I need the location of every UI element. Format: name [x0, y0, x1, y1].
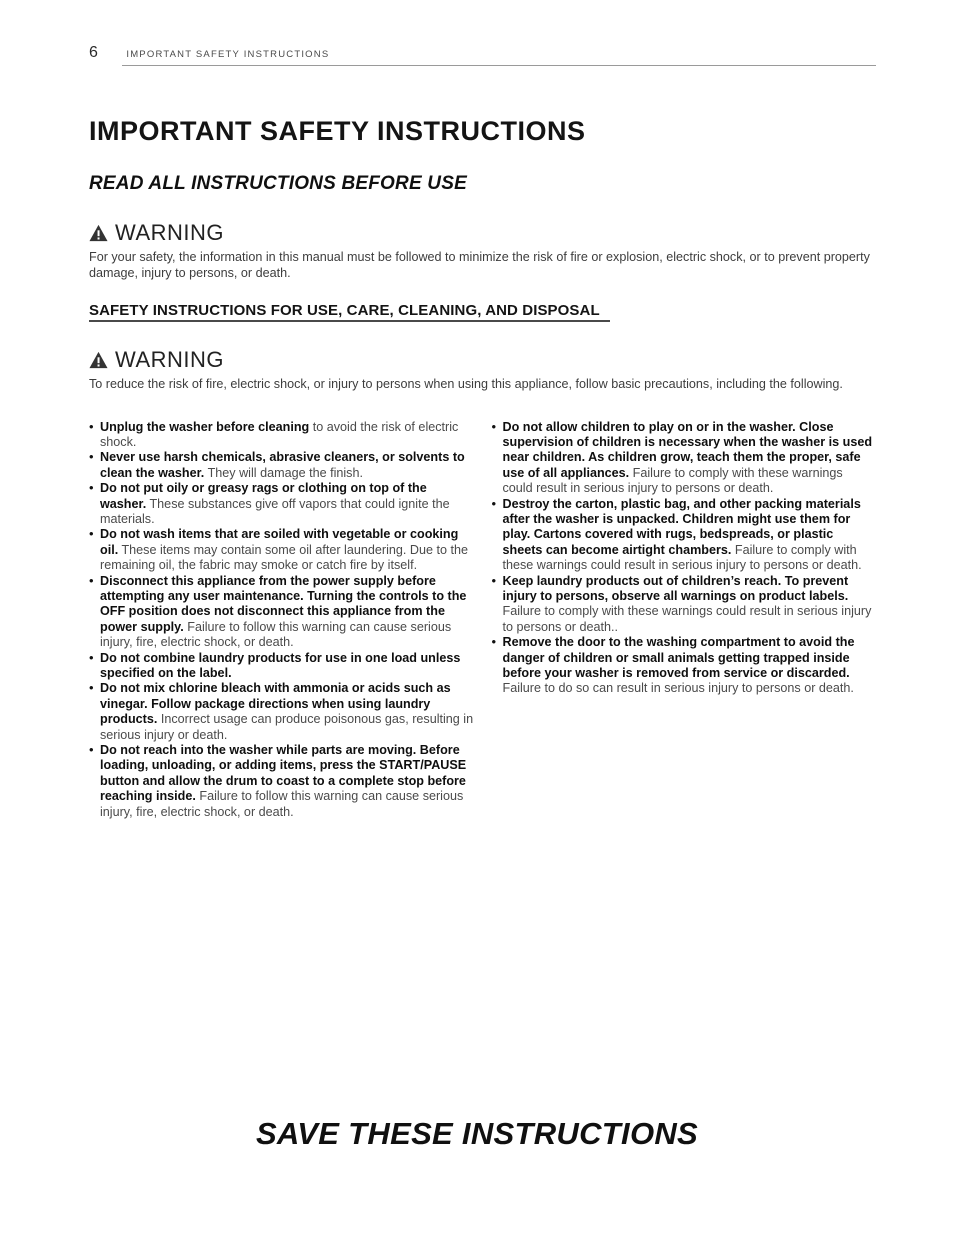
bullet-emphasis-text: Do not allow children to play on or in the washer. Close supervision of children is necessary when the washer is used near children. As children grow, teach them the proper, safe use of all appliances.: [502, 419, 873, 480]
list-item: [492, 497, 877, 574]
running-header-title: IMPORTANT SAFETY INSTRUCTIONS: [126, 49, 330, 60]
safety-bullet-columns: [89, 420, 876, 821]
bullet-detail-text: They will damage the finish.: [204, 465, 363, 480]
section-heading: SAFETY INSTRUCTIONS FOR USE, CARE, CLEANING, AND DISPOSAL: [89, 302, 610, 322]
safety-list-right: [492, 420, 877, 821]
list-item: [492, 574, 877, 636]
bullet-emphasis-text: Remove the door to the washing compartment to avoid the danger of children or small animals getting trapped inside before your washer is removed from service or discarded.: [502, 635, 855, 680]
bullet-emphasis-text: Disconnect this appliance from the power supply before attempting any user maintenance. Turning the controls to the OFF position does not disconnect this appliance from the power supply.: [100, 573, 467, 634]
bullet-detail-text: These substances give off vapors that could ignite the materials.: [100, 496, 450, 526]
page-number: 6: [89, 44, 98, 61]
warning-body: To reduce the risk of fire, electric shock, or injury to persons when using this appliance, follow basic precautions, including the following.: [89, 377, 843, 391]
bullet-detail-text: Failure to follow this warning can cause serious injury, fire, electric shock, or death.: [100, 789, 464, 819]
list-item: [89, 651, 474, 682]
page-subtitle: READ ALL INSTRUCTIONS BEFORE USE: [89, 173, 467, 194]
bullet-detail-text: Failure to follow this warning can cause serious injury, fire, electric shock, or death.: [100, 619, 452, 650]
bullet-emphasis-text: Do not wash items that are soiled with vegetable or cooking oil.: [100, 527, 459, 557]
safety-list-left: [89, 420, 474, 821]
list-item: [89, 681, 474, 743]
bullet-emphasis-text: Do not combine laundry products for use in one load unless specified on the label.: [100, 650, 461, 680]
bullet-emphasis-text: Never use harsh chemicals, abrasive cleaners, or solvents to clean the washer.: [100, 450, 465, 480]
warning-triangle-icon: [89, 224, 108, 242]
warning-heading: [89, 220, 876, 246]
warning-block-2: [89, 347, 876, 393]
save-instructions-footer: SAVE THESE INSTRUCTIONS: [255, 1116, 699, 1151]
bullet-detail-text: Incorrect usage can produce poisonous gas, resulting in serious injury or death.: [100, 712, 474, 742]
warning-triangle-icon: [89, 351, 108, 369]
warning-heading: [89, 347, 876, 373]
list-item: [492, 635, 877, 697]
list-item: [89, 420, 474, 451]
list-item: [89, 450, 474, 481]
warning-block-1: [89, 220, 876, 281]
list-item: [89, 743, 474, 820]
page-content: [89, 0, 876, 820]
bullet-emphasis-text: Unplug the washer before cleaning: [100, 419, 310, 434]
warning-body: For your safety, the information in this manual must be followed to minimize the risk of fire or explosion, electric shock, or to prevent property damage, injury to persons, or death.: [89, 250, 870, 280]
warning-label: WARNING: [115, 347, 225, 372]
list-item: [89, 481, 474, 527]
bullet-detail-text: Failure to comply with these warnings could result in serious injury to persons or death.: [502, 542, 862, 573]
warning-label: WARNING: [115, 220, 225, 245]
list-item: [89, 574, 474, 651]
page-title: IMPORTANT SAFETY INSTRUCTIONS: [89, 116, 586, 146]
list-item: [89, 527, 474, 573]
bullet-emphasis-text: Do not put oily or greasy rags or clothing on top of the washer.: [100, 481, 427, 511]
bullet-detail-text: Failure to do so can result in serious injury to persons or death.: [502, 681, 854, 696]
bullet-emphasis-text: Do not mix chlorine bleach with ammonia or acids such as vinegar. Follow package directions when using laundry products.: [100, 681, 451, 727]
bullet-detail-text: to avoid the risk of electric shock.: [100, 419, 459, 449]
bullet-emphasis-text: Keep laundry products out of children’s reach. To prevent injury to persons, observe all warnings on product labels.: [502, 573, 849, 603]
bullet-detail-text: Failure to comply with these warnings could result in serious injury to persons or death..: [502, 604, 872, 634]
bullet-emphasis-text: Do not reach into the washer while parts are moving. Before loading, unloading, or adding items, press the START/PAUSE button and allow the drum to coast to a complete stop before reaching inside.: [100, 743, 467, 804]
bullet-emphasis-text: Destroy the carton, plastic bag, and other packing materials after the washer is unpacked. Children might use them for play. Cartons covered with rugs, bedspreads, or plastic sheets can become airtight chambers.: [502, 496, 861, 557]
list-item: [492, 420, 877, 497]
bullet-detail-text: These items may contain some oil after laundering. Due to the remaining oil, the fabric may smoke or catch fire by itself.: [100, 542, 468, 573]
bullet-detail-text: Failure to comply with these warnings could result in serious injury to persons or death.: [502, 465, 843, 496]
